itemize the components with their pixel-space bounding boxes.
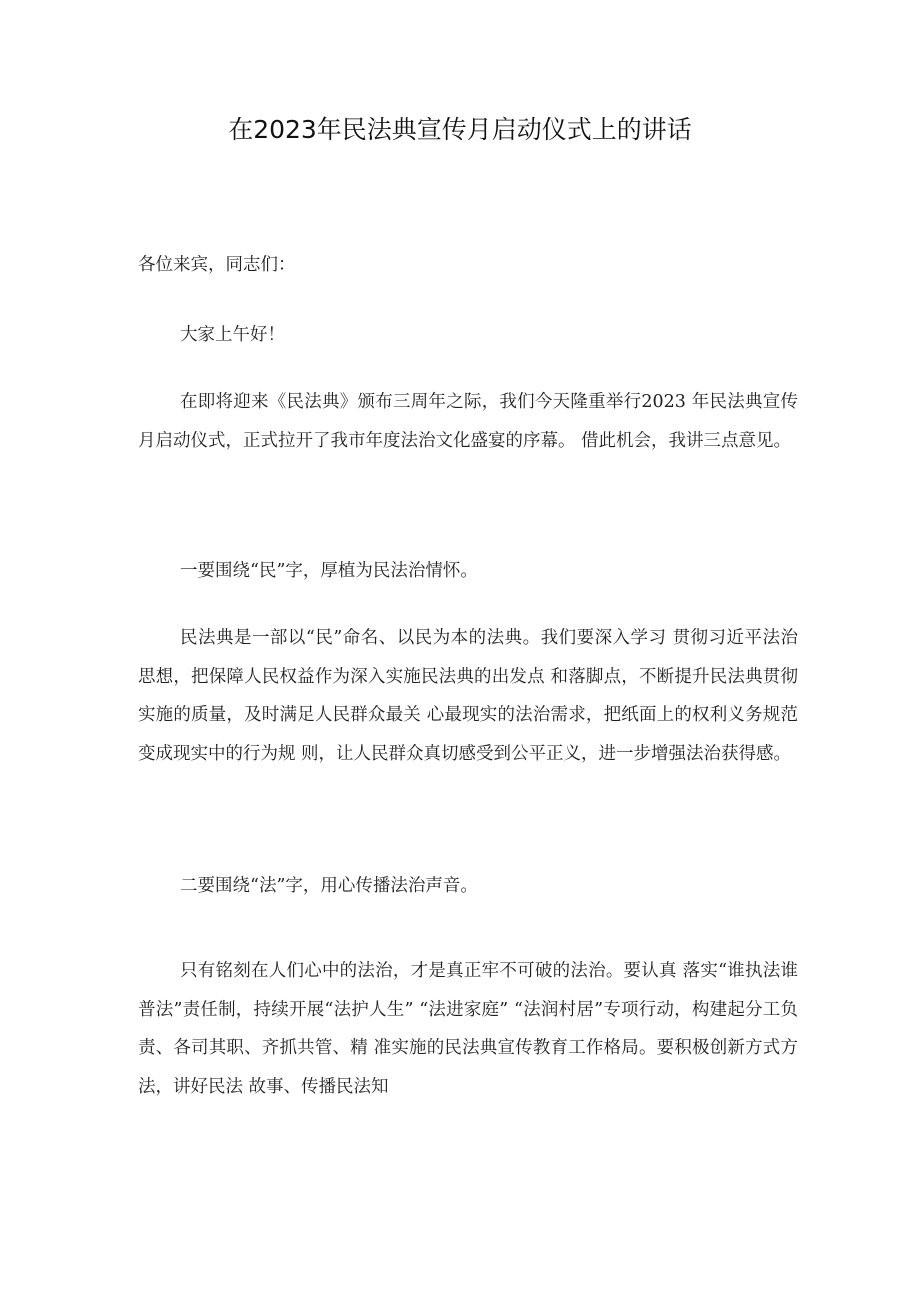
paragraph-block-2 (138, 552, 798, 591)
paragraph-block-1 (138, 383, 798, 460)
paragraph-block-3 (138, 619, 798, 773)
greeting-block (138, 316, 798, 355)
salutation: 各位来宾，同志们： (138, 255, 296, 275)
greeting: 大家上午好！ (180, 325, 285, 345)
paragraph-section-2-body: 只有铭刻在人们心中的法治，才是真正牢不可破的法治。要认真 落实“谁执法谁普法”责任制，持续开展“法护人生” “法进家庭” “法润村居”专项行动，构建起分工负责、各司其职、齐抓共管、精 准实施的民法典宣传教育工作格局。要积极创新方式方法，讲好民法 故事、传播民法知 (138, 961, 798, 1097)
paragraph-block-4 (138, 867, 798, 906)
section-heading-2: 二要围绕“法”字，用心传播法治声音。 (180, 876, 478, 896)
section-heading-1: 一要围绕“民”字，厚植为民法治情怀。 (180, 561, 478, 581)
document-title: 在2023年民法典宣传月启动仪式上的讲话 (228, 115, 692, 144)
paragraph-block-5 (138, 952, 798, 1106)
salutation-block (138, 246, 798, 285)
paragraph-section-1-body: 民法典是一部以“民”命名、以民为本的法典。我们要深入学习 贯彻习近平法治思想，把保障人民权益作为深入实施民法典的出发点 和落脚点，不断提升民法典贯彻实施的质量，及时满足人民群众最关 心最现实的法治需求，把纸面上的权利义务规范变成现实中的行为规 则，让人民群众真切感受到公平正义，进一步增强法治获得感。 (138, 628, 798, 764)
paragraph-opening: 在即将迎来《民法典》颁布三周年之际，我们今天隆重举行2023 年民法典宣传月启动仪式，正式拉开了我市年度法治文化盛宴的序幕。 借此机会，我讲三点意见。 (138, 392, 798, 451)
